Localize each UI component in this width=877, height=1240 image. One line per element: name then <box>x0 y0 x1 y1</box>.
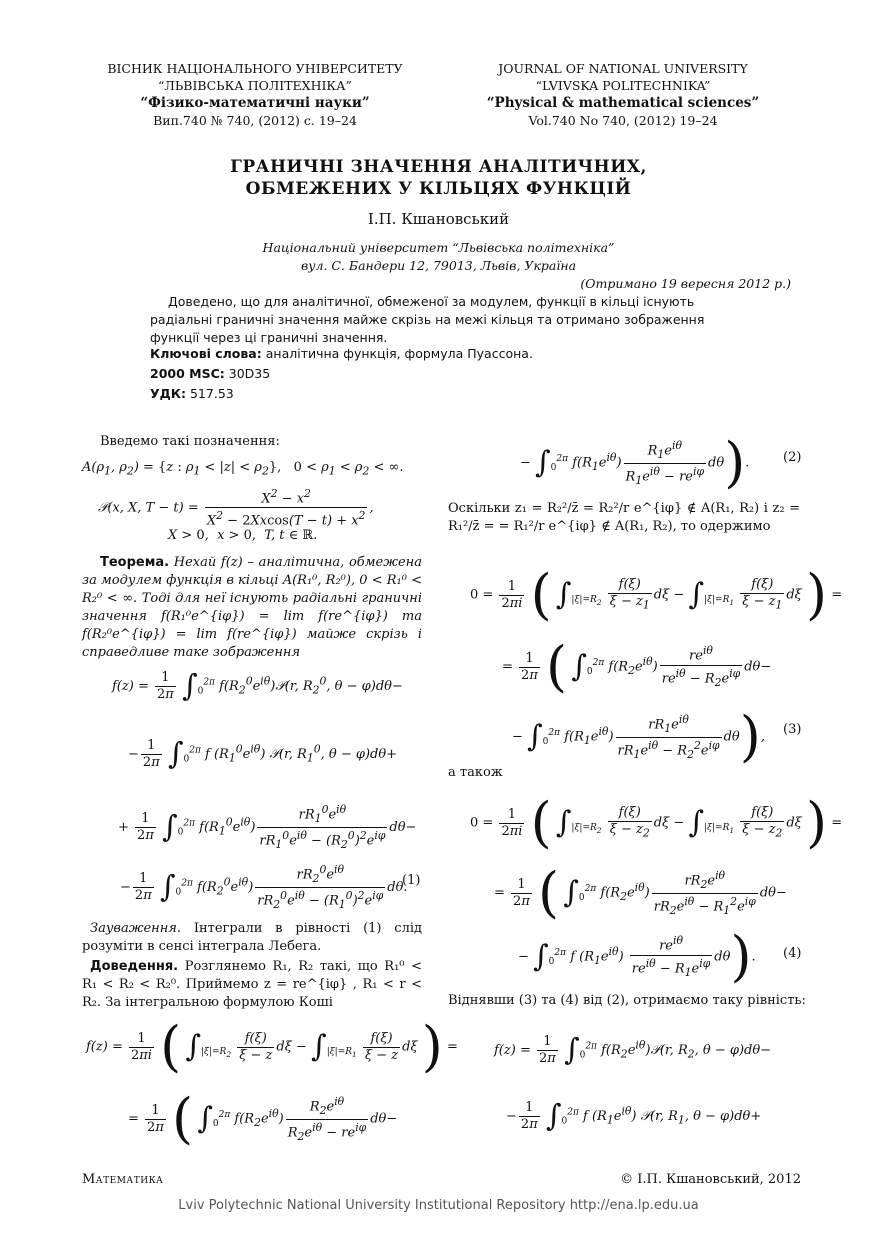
since-text: Оскільки z₁ = R₂²/z̄ = R₂²/r e^{iφ} ∉ A(R₁, R₂) і z₂ = R₁²/z̄ = = R₁²/r e^{iφ} ∉ A(R₁, R₂), то одержимо <box>448 501 800 534</box>
paper-author: І.П. Кшановський <box>367 210 510 228</box>
theorem-text: Нехай f(z) – аналітична, обмежена за модулем функція в кільці A(R₁⁰, R₂⁰), 0 < R₁⁰ < R₂⁰ < ∞. Тоді для неї існують радіальні граничні значення f(R₁⁰e^{iφ}) = lim f(re^{iφ}) та f(R₂⁰e^{iφ}) = lim f(re^{iφ}) майже скрізь і справедливе таке зображення <box>82 555 422 660</box>
footer-copyright: © І.П. Кшановський, 2012 <box>620 1172 801 1187</box>
journal-header-ukrainian <box>80 60 430 129</box>
proof-text: Розглянемо R₁, R₂ такі, що R₁⁰ < R₁ < R₂ < R₂⁰. Приймемо z = re^{iφ} , R₁ < r < R₂. За інтегральною формулою Коші <box>82 959 422 1010</box>
equation-number-1: (1) <box>402 873 421 888</box>
abstract: Доведено, що для аналітичної, обмеженої за модулем, функції в кільці існують радіальні граничні значення майже скрізь на межі кільця та отримано зображення функції через ці граничні значення. <box>150 294 705 345</box>
received-date: (Отримано 19 вересня 2012 р.) <box>580 276 791 291</box>
header-right-line3: “Physical & mathematical sciences” <box>486 95 760 111</box>
final-line2: − $\frac{1}{2\pi}$ $\int_0^{2\pi}$ f $(R_1e^{i\theta})$ 𝒫(r, $R_1$, θ − φ)dθ+ <box>506 1098 762 1134</box>
equation-number-4: (4) <box>783 946 802 961</box>
udk-line <box>150 386 234 401</box>
eq1-line2: − $\frac{1}{2\pi}$ $\int_0^{2\pi}$ f $(R_1^0e^{i\theta})$ 𝒫(r, $R_1^0$, θ − φ)dθ+ <box>128 736 398 772</box>
remark-text: Інтеграли в рівності (1) слід розуміти в сенсі інтеграла Лебега. <box>82 921 422 954</box>
cauchy-line2: = $\frac{1}{2\pi}$ ( $\int_0^{2\pi}$ $f(R_2e^{i\theta})$ $\frac{R_2e^{i\theta}}{R_2e^{i\theta} - re^{i\varphi}}$ dθ− <box>128 1087 398 1150</box>
eq4-line3: − $\int_0^{2\pi}$ f $(R_1e^{i\theta})$ $\frac{re^{i\theta}}{re^{i\theta} - R_1e^{i\varphi}}$ dθ). <box>518 925 756 988</box>
paper-title-line1: ГРАНИЧНІ ЗНАЧЕННЯ АНАЛІТИЧНИХ, <box>230 157 647 177</box>
also-text: а також <box>448 765 503 780</box>
keywords-line <box>150 346 533 361</box>
affiliation-line1: Національний університет “Львівська політехніка” <box>262 240 615 255</box>
eq4-line1: 0 = $\frac{1}{2\pi i}$ ( $\int_{|\xi|=R_2}$ $\frac{f(\xi)}{\xi - z_2}$ $d\xi - \int_{|\xi|=R_1}$ $\frac{f(\xi)}{\xi - z_2}$ dξ ) = <box>470 791 843 854</box>
theorem <box>82 554 422 662</box>
equation-number-2: (2) <box>783 450 802 465</box>
header-left-line3: “Фізико-математичні науки” <box>140 95 370 111</box>
cauchy-line1: f(z) = $\frac{1}{2\pi i}$ ( $\int_{|\xi|=R_2}$ $\frac{f(\xi)}{\xi - z}$ $d\xi - \int_{|\xi|=R_1}$ $\frac{f(\xi)}{\xi - z}$ dξ ) = <box>86 1015 458 1078</box>
affiliation-line2: вул. С. Бандери 12, 79013, Львів, Україна <box>300 258 577 273</box>
kernel-definition: 𝒫(x, X, T − t) = $\frac{X^2 - x^2}{X^2 - 2Xxcos(T - t) + x^2}$ , <box>98 487 374 529</box>
header-right-line4: Vol.740 No 740, (2012) 19–24 <box>528 113 718 128</box>
eq2-line: − $\int_0^{2\pi}$ $f(R_1e^{i\theta})$ $\frac{R_1e^{i\theta}}{R_1e^{i\theta} - re^{i\varphi}}$ dθ). <box>520 431 750 494</box>
header-right-line1: JOURNAL OF NATIONAL UNIVERSITY <box>498 61 748 76</box>
eq1-line3: + $\frac{1}{2\pi}$ $\int_0^{2\pi}$ $f(R_1^0e^{i\theta})$ $\frac{rR_1^0e^{i\theta}}{rR_1^0e^{i\theta} - (R_2^0)^2e^{i\varphi}}$ dθ− <box>118 803 417 851</box>
final-line1: f(z) = $\frac{1}{2\pi}$ $\int_0^{2\pi}$ $f(R_2e^{i\theta})𝒫(r$, $R_2$, θ − φ)dθ− <box>494 1032 772 1068</box>
footer-section: Математика <box>82 1172 164 1187</box>
msc-label: 2000 MSC: <box>150 366 225 381</box>
eq4-line2: = $\frac{1}{2\pi}$ ( $\int_0^{2\pi}$ $f(R_2e^{i\theta})$ $\frac{rR_2e^{i\theta}}{rR_2e^{i\theta} - R_1^2e^{i\varphi}}$ dθ− <box>494 861 787 924</box>
header-right-line2: “LVIVSKA POLITECHNIKA” <box>535 78 711 93</box>
udk-label: УДК: <box>150 386 186 401</box>
remark-label: Зауваження. <box>90 921 182 936</box>
keywords-text: аналітична функція, формула Пуассона. <box>265 346 533 361</box>
intro-text: Введемо такі позначення: <box>100 434 280 449</box>
eq3-line3: − $\int_0^{2\pi}$ $f(R_1e^{i\theta})$ $\frac{rR_1e^{i\theta}}{rR_1e^{i\theta} - R_2^2e^{i\varphi}}$ dθ), <box>512 705 765 768</box>
header-left-line2: “ЛЬВІВСЬКА ПОЛІТЕХНІКА” <box>158 78 352 93</box>
repository-watermark[interactable]: Lviv Polytechnic National University Institutional Repository http://ena.lp.edu.ua <box>178 1198 699 1213</box>
eq1-line1: f(z) = $\frac{1}{2\pi}$ $\int_0^{2\pi}$ $f(R_2^0e^{i\theta})𝒫(r$, $R_2^0$, θ − φ)dθ− <box>112 668 403 704</box>
msc-line <box>150 366 270 381</box>
subtract-text: Віднявши (3) та (4) від (2), отримаємо таку рівність: <box>448 993 806 1008</box>
journal-header-english <box>448 60 798 129</box>
theorem-label: Теорема. <box>100 555 170 570</box>
msc-code: 30D35 <box>228 366 271 381</box>
annulus-definition: $A(\rho_1$, $\rho_2) = \{z$ : $\rho_1 < |z| < \rho_2$}, $0 < \rho_1 < \rho_2$ < ∞. <box>82 460 404 478</box>
kernel-conditions: X > 0, x > 0, T, t ∈ ℝ. <box>168 528 318 543</box>
equation-number-3: (3) <box>783 722 802 737</box>
kernel-fraction: $\frac{X^2 - x^2}{X^2 - 2Xxcos(T - t) + x^2}$ <box>206 487 366 529</box>
header-left-line4: Вип.740 № 740, (2012) с. 19–24 <box>153 113 357 128</box>
proof-label: Доведення. <box>90 959 179 974</box>
eq3-line2: = $\frac{1}{2\pi}$ ( $\int_0^{2\pi}$ $f(R_2e^{i\theta})$ $\frac{re^{i\theta}}{re^{i\theta} - R_2e^{i\varphi}}$ dθ− <box>502 635 772 698</box>
keywords-label: Ключові слова: <box>150 346 262 361</box>
remark <box>82 920 422 956</box>
eq3-line1: 0 = $\frac{1}{2\pi i}$ ( $\int_{|\xi|=R_2}$ $\frac{f(\xi)}{\xi - z_1}$ $d\xi - \int_{|\xi|=R_1}$ $\frac{f(\xi)}{\xi - z_1}$ dξ ) = <box>470 563 843 626</box>
proof <box>82 958 422 1012</box>
eq1-line4: − $\frac{1}{2\pi}$ $\int_0^{2\pi}$ $f(R_2^0e^{i\theta})$ $\frac{rR_2^0e^{i\theta}}{rR_2^0e^{i\theta} - (R_1^0)^2e^{i\varphi}}$ dθ. <box>120 863 408 911</box>
header-left-line1: ВІСНИК НАЦІОНАЛЬНОГО УНІВЕРСИТЕТУ <box>107 61 403 76</box>
paper-title-line2: ОБМЕЖЕНИХ У КІЛЬЦЯХ ФУНКЦІЙ <box>245 179 632 199</box>
udk-code: 517.53 <box>189 386 234 401</box>
